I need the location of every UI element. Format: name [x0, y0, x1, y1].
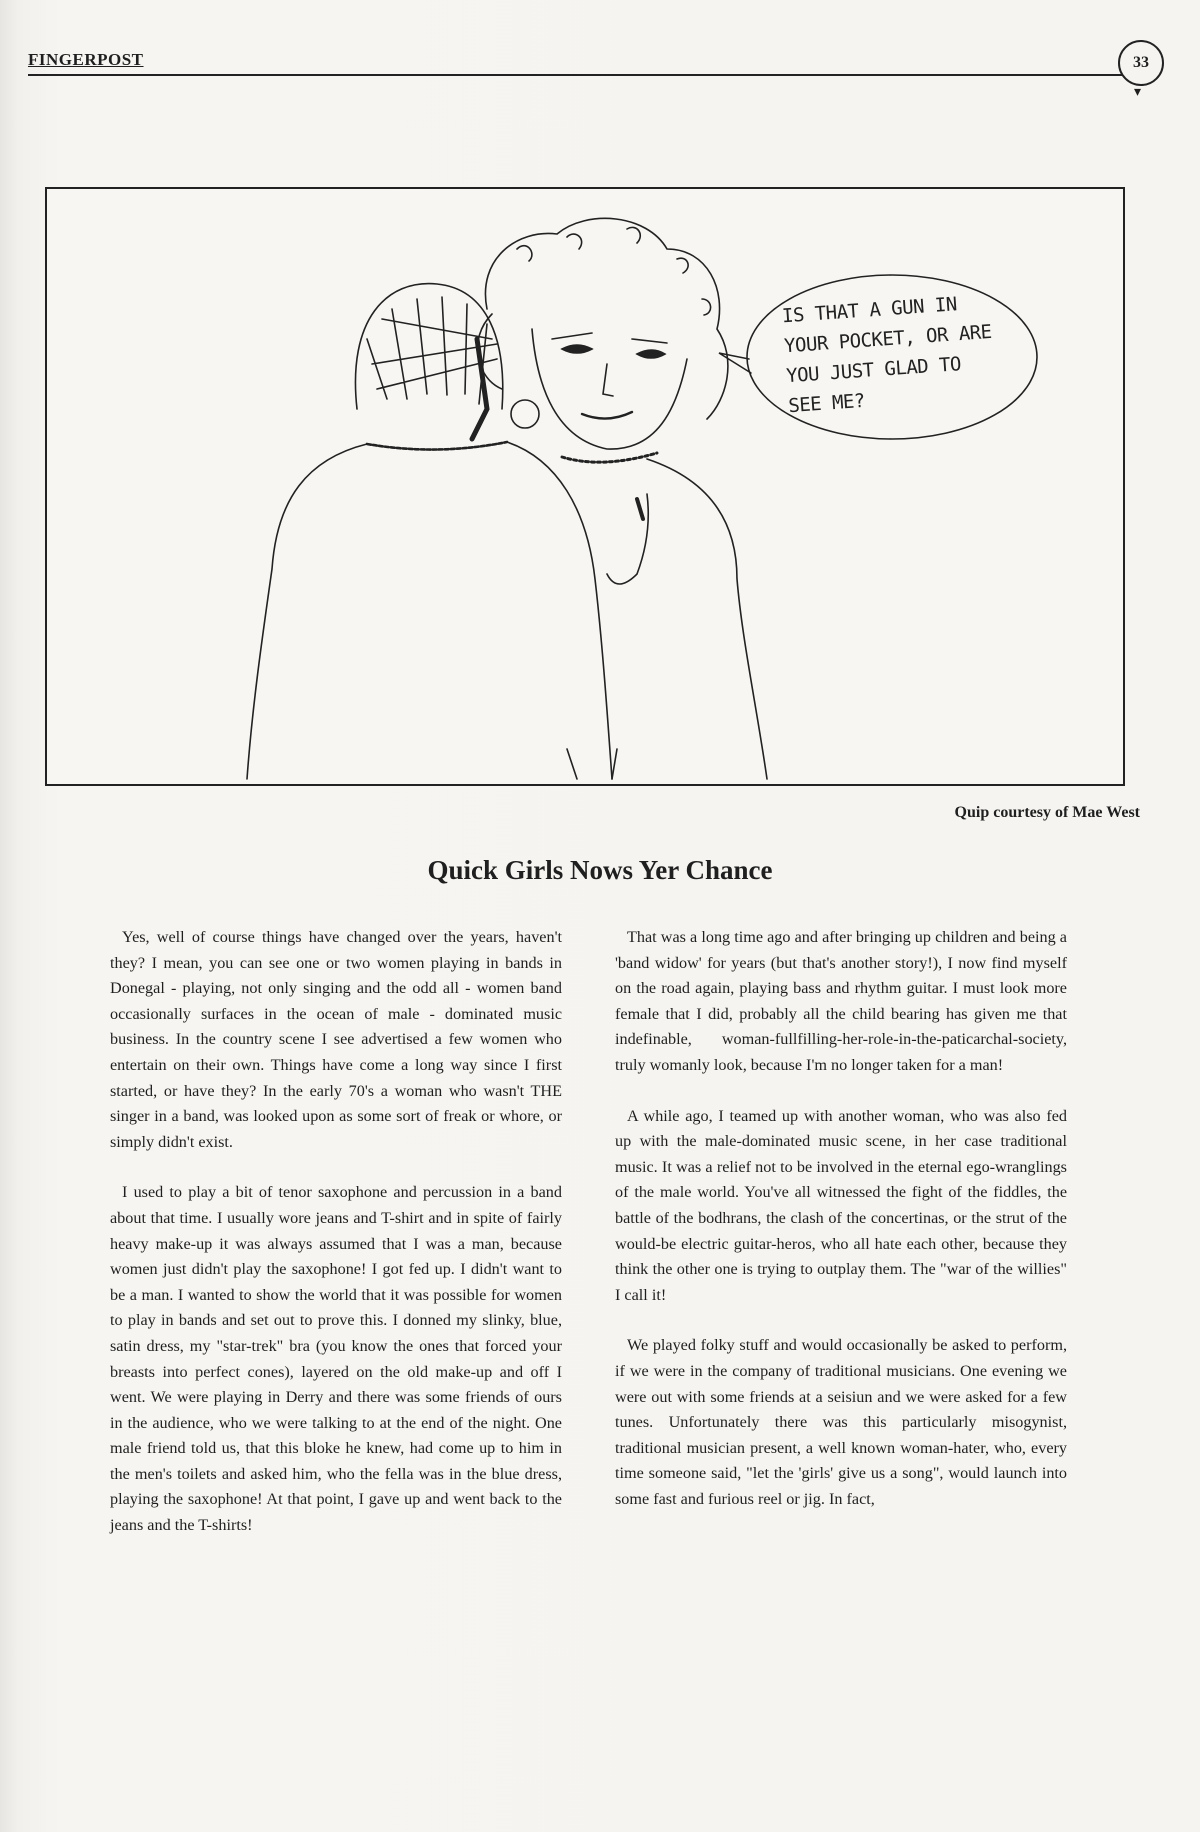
article-paragraph: We played folky stuff and would occasionally be asked to perform, if we were in the company of traditional musicians. One evening we were out with some friends at a seisiun and we were asked for a few tunes. Unfortunately there was this particularly misogynist, traditional musician present, a well known woman-hater, who, every time someone said, "let the 'girls' give us a song", would launch into some fast and furious reel or jig. In fact, — [615, 1336, 1067, 1508]
article-left-column — [110, 925, 562, 1564]
cartoon-illustration — [45, 187, 1125, 786]
article-title: Quick Girls Nows Yer Chance — [427, 855, 773, 885]
speech-bubble-text: IS THAT A GUN IN YOUR POCKET, OR ARE YOU JUST GLAD TO SEE ME? — [781, 293, 993, 418]
woman-necklace — [562, 453, 657, 462]
article-paragraph: Yes, well of course things have changed over the years, haven't they? I mean, you can see one or two women playing in bands in Donegal - playing, not only singing and the odd all - women band occasionally surfaces in the ocean of male - dominated music business. In the country scene I see advertised a few women who entertain on their own. Things have come a long way since I first started, or have they? In the early 70's a woman who wasn't THE singer in a band, was looked upon as some sort of freak or whore, or simply didn't exist. — [110, 928, 562, 1151]
header-rule — [28, 74, 1128, 76]
woman-face — [532, 329, 687, 449]
article-paragraph: That was a long time ago and after bringing up children and being a 'band widow' for years (but that's another story!), I now find myself on the road again, playing bass and rhythm guitar. I must look more female that I did, probably all the child bearing has given me that indefinable, woman-fullfilling-her-role-in-the-paticarchal-society, truly womanly look, because I'm no longer taken for a man! — [615, 928, 1067, 1074]
man-collar — [367, 442, 507, 450]
page-number-ornament: ▾ — [1134, 85, 1142, 100]
cartoon-drawing — [47, 189, 1123, 784]
running-head: FINGERPOST — [28, 50, 144, 69]
article-paragraph: A while ago, I teamed up with another woman, who was also fed up with the male-dominated music scene, in her case traditional music. It was a relief not to be involved in the eternal ego-wranglings of the male world. You've all witnessed the fight of the fiddles, the battle of the bodhrans, the clash of the concertinas, or the strut of the would-be electric guitar-heros, who all hate each other, because they think the other one is trying to outplay them. The "war of the willies" I call it! — [615, 1106, 1067, 1304]
article-right-column — [615, 925, 1067, 1537]
article-paragraph: I used to play a bit of tenor saxophone and percussion in a band about that time. I usually wore jeans and T-shirt and in spite of fairly heavy make-up it was always assumed that I was a man, because women just didn't play the saxophone! I got fed up. I didn't want to be a man. I wanted to show the world that it was possible for women to play in bands and set out to prove this. I donned my slinky, blue, satin dress, my "star-trek" bra (you know the ones that forced your breasts into perfect cones), layered on the old make-up and off I went. We were playing in Derry and there was some friends of ours in the audience, who we were talking to at the end of the night. One male friend told us, that this bloke he knew, had come up to him in the men's toilets and asked him, who the fella was in the blue dress, playing the saxophone! At that point, I gave up and went back to the jeans and the T-shirts! — [110, 1183, 562, 1535]
cartoon-caption: Quip courtesy of Mae West — [954, 804, 1140, 821]
woman-body — [647, 459, 767, 779]
man-body — [247, 444, 367, 779]
page-number: 33 — [1118, 40, 1164, 86]
woman-hair — [485, 218, 727, 419]
